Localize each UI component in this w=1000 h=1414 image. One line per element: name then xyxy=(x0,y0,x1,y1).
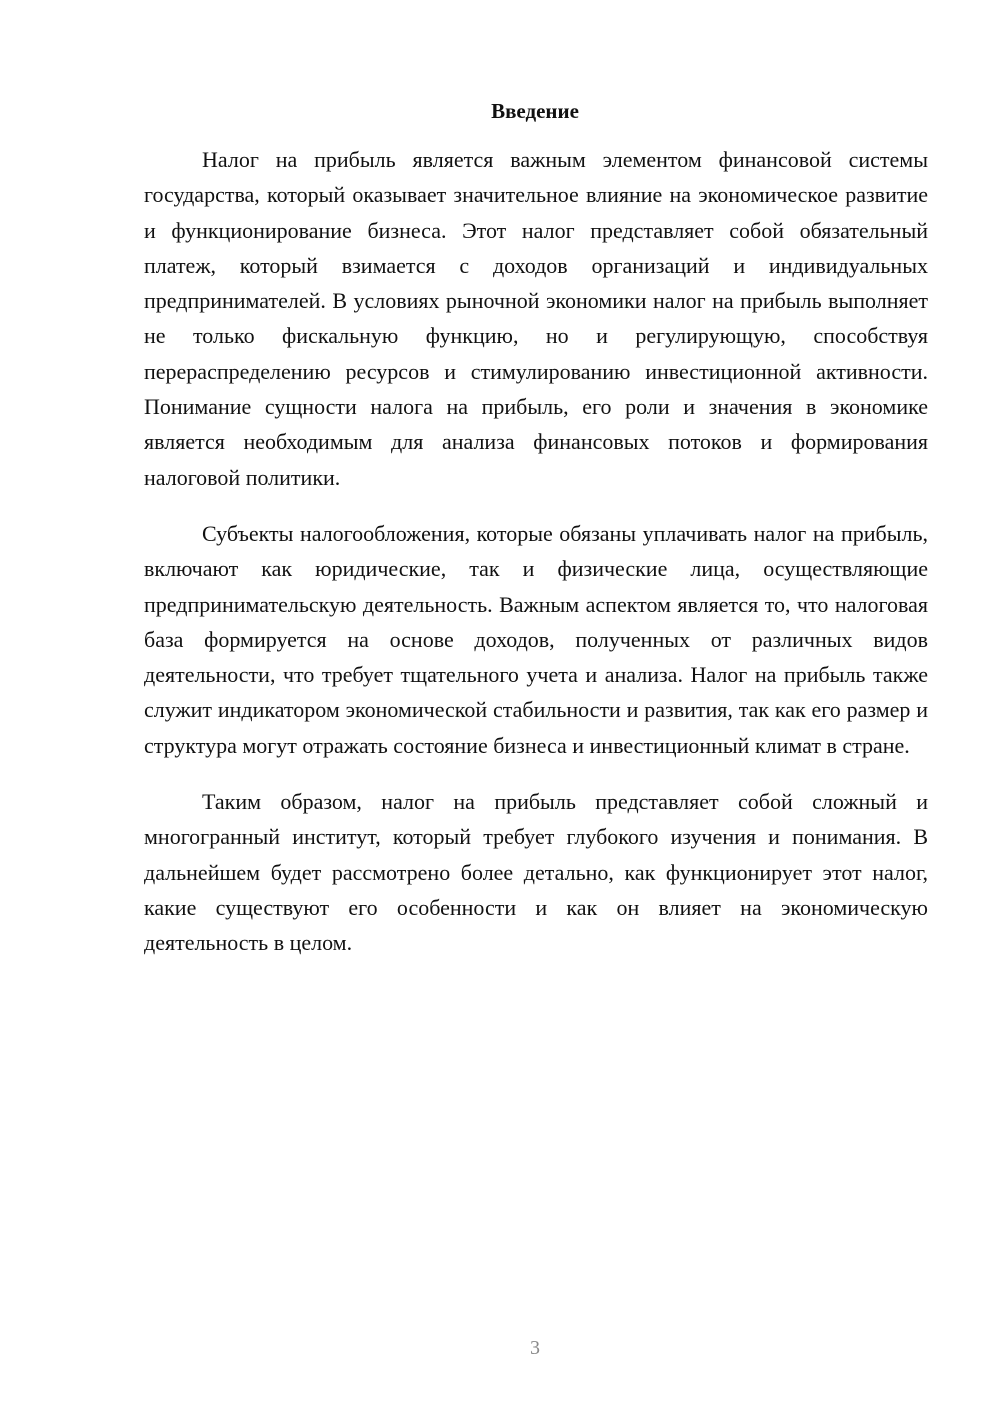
body-text xyxy=(144,142,928,961)
page-number: 3 xyxy=(530,1337,540,1359)
paragraph-3: Таким образом, налог на прибыль представляет собой сложный и многогранный институт, который требует глубокого изучения и понимания. В дальнейшем будет рассмотрено более детально, как функционирует этот налог, какие существуют его особенности и как он влияет на экономическую деятельность в целом. xyxy=(144,789,928,956)
paragraph-2: Субъекты налогообложения, которые обязаны уплачивать налог на прибыль, включают как юридические, так и физические лица, осуществляющие предпринимательскую деятельность. Важным аспектом является то, что налоговая база формируется на основе доходов, полученных от различных видов деятельности, что требует тщательного учета и анализа. Налог на прибыль также служит индикатором экономической стабильности и развития, так как его размер и структура могут отражать состояние бизнеса и инвестиционный климат в стране. xyxy=(144,520,928,758)
section-heading: Введение xyxy=(491,99,579,123)
paragraph-1: Налог на прибыль является важным элементом финансовой системы государства, который оказывает значительное влияние на экономическое развитие и функционирование бизнеса. Этот налог представляет собой обязательный платеж, который взимается с доходов организаций и индивидуальных предпринимателей. В условиях рыночной экономики налог на прибыль выполняет не только фискальную функцию, но и регулирующую, способствуя перераспределению ресурсов и стимулированию инвестиционной активности. Понимание сущности налога на прибыль, его роли и значения в экономике является необходимым для анализа финансовых потоков и формирования налоговой политики. xyxy=(144,147,928,490)
